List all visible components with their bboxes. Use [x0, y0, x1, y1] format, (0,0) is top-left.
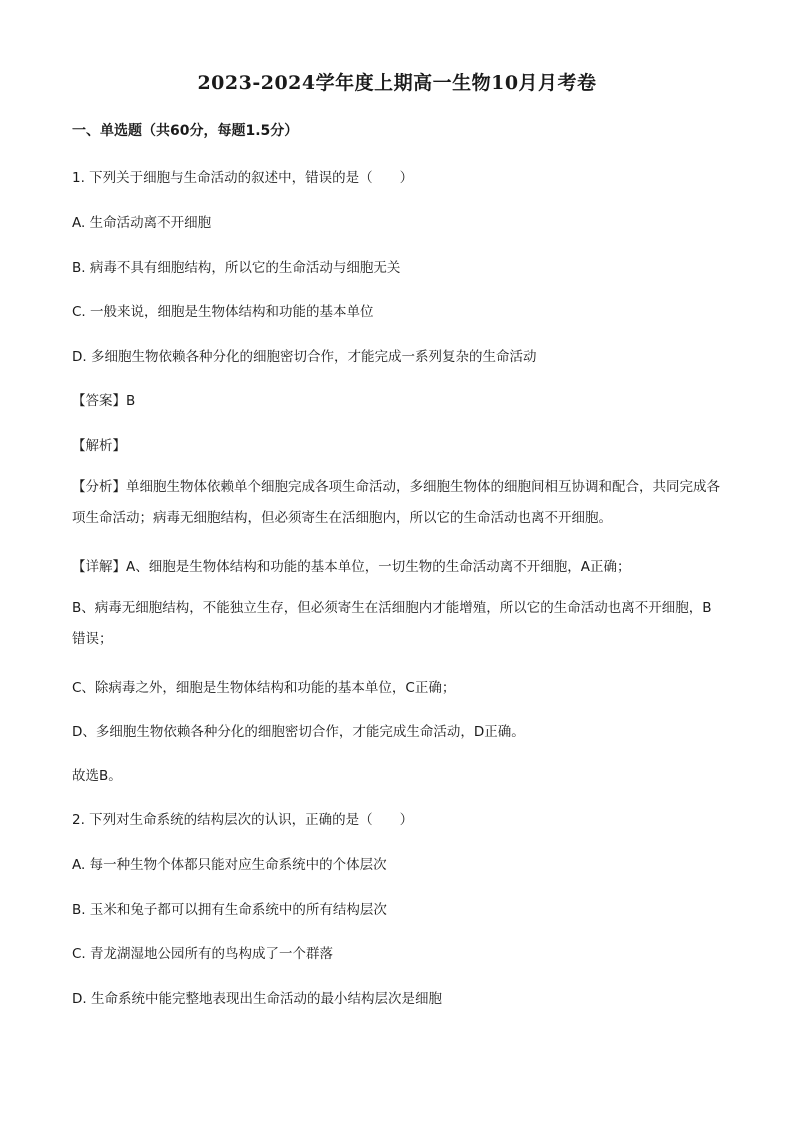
question-1-detail-b: B、病毒无细胞结构，不能独立生存，但必须寄生在活细胞内才能增殖，所以它的生命活动也离不开细胞，B错误；	[72, 600, 712, 647]
section-heading: 一、单选题（共60分，每题1.5分）	[72, 123, 299, 139]
question-1-answer: 【答案】B	[72, 393, 136, 409]
question-1-conclusion: 故选B。	[72, 768, 122, 784]
question-1-detail-c: C、除病毒之外，细胞是生物体结构和功能的基本单位，C正确；	[72, 680, 456, 696]
question-1-detail-d: D、多细胞生物依赖各种分化的细胞密切合作，才能完成生命活动，D正确。	[72, 724, 525, 740]
question-1-option-a: A. 生命活动离不开细胞	[72, 215, 212, 231]
question-2-option-b: B. 玉米和兔子都可以拥有生命系统中的所有结构层次	[72, 902, 387, 918]
question-1-stem: 1. 下列关于细胞与生命活动的叙述中，错误的是（ ）	[72, 170, 414, 186]
question-2-option-c: C. 青龙湖湿地公园所有的鸟构成了一个群落	[72, 946, 334, 962]
question-2-option-a: A. 每一种生物个体都只能对应生命系统中的个体层次	[72, 857, 387, 873]
question-1-option-d: D. 多细胞生物依赖各种分化的细胞密切合作，才能完成一系列复杂的生命活动	[72, 349, 537, 365]
question-1-detail-a: 【详解】A、细胞是生物体结构和功能的基本单位，一切生物的生命活动离不开细胞，A正确；	[72, 559, 631, 575]
question-1-option-c: C. 一般来说，细胞是生物体结构和功能的基本单位	[72, 304, 374, 320]
question-1-option-b: B. 病毒不具有细胞结构，所以它的生命活动与细胞无关	[72, 260, 401, 276]
question-1-analysis-label: 【解析】	[72, 438, 126, 454]
question-1-analysis: 【分析】单细胞生物体依赖单个细胞完成各项生命活动，多细胞生物体的细胞间相互协调和配合，共同完成各项生命活动；病毒无细胞结构，但必须寄生在活细胞内，所以它的生命活动也离不开细胞。	[72, 479, 720, 526]
page-title: 2023-2024学年度上期高一生物10月月考卷	[197, 72, 597, 94]
question-2-option-d: D. 生命系统中能完整地表现出生命活动的最小结构层次是细胞	[72, 991, 442, 1007]
question-2-stem: 2. 下列对生命系统的结构层次的认识，正确的是（ ）	[72, 812, 414, 828]
